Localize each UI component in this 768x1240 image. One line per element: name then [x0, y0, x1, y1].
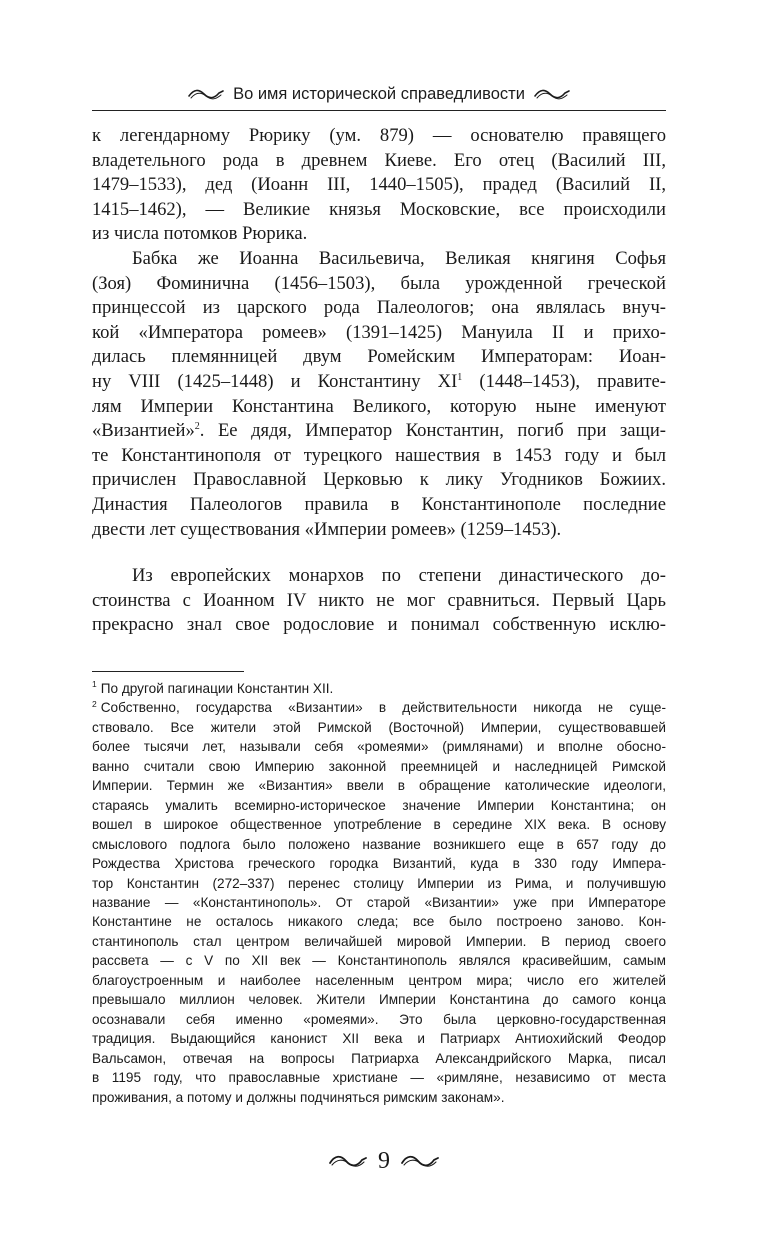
- footnote-line: Константине не осталось никакого следа; все было построено заново. Кон-: [92, 914, 666, 930]
- text-line: причислен Православной Церковью к лику Угодников Божиих.: [92, 469, 666, 491]
- footnote-rule: [92, 671, 244, 672]
- footnote-text: По другой пагинации Константин XII.: [100, 681, 334, 696]
- text-line: Династия Палеологов правила в Константинополе последние: [92, 493, 666, 515]
- text-line: кой «Императора ромеев» (1391–1425) Мануила II и прихо-: [92, 321, 666, 343]
- main-text: [92, 124, 666, 638]
- text-line: владетельного рода в древнем Киеве. Его отец (Василий III,: [92, 149, 666, 171]
- footnote-line: традиция. Выдающийся канонист XII века и Патриарх Антиохийский Феодор: [92, 1031, 666, 1047]
- footnote-line: Вальсамон, отвечая на вопросы Патриарха Александрийского Марка, писал: [92, 1050, 666, 1066]
- page-number: 9: [378, 1147, 390, 1174]
- footnote-line: название — «Константинополь». От старой «Византии» уже при Императоре: [92, 894, 666, 910]
- footnote-mark: 2: [92, 698, 97, 709]
- text-line: Бабка же Иоанна Васильевича, Великая княгиня Софья: [132, 247, 666, 269]
- swash-ornament-right-icon: [400, 1153, 440, 1169]
- text-line: лям Империи Константина Великого, которую ныне именуют: [92, 395, 666, 417]
- footnote-line: [92, 698, 666, 717]
- text-line: прекрасно знал свое родословие и понимал собственную исклю-: [92, 614, 666, 636]
- header-title: Во имя исторической справедливости: [233, 84, 525, 103]
- text-line: те Константинополя от турецкого нашествия в 1453 году и был: [92, 444, 666, 466]
- footnote-2: [92, 698, 666, 1107]
- footnote-line: тор Константин (272–337) перенес столицу Империи из Рима, и получившую: [92, 875, 666, 891]
- footnote-line: Империи. Термин же «Византия» ввели в обращение католические идеологи,: [92, 778, 666, 794]
- footnote-line: более тысячи лет, называли себя «ромеями» (римлянами) и вполне обосно-: [92, 739, 666, 755]
- text-line: [92, 370, 666, 395]
- header-rule: [92, 110, 666, 111]
- footnote-1: [92, 679, 666, 698]
- footnote-line: осознавали себя именно «ромеями». Это была церковно-государственная: [92, 1011, 666, 1027]
- footnote-text: Собственно, государства «Византии» в действительности никогда не суще-: [100, 700, 666, 716]
- text-line: дилась племянницей двум Ромейским Императорам: Иоан-: [92, 346, 666, 368]
- footnote-line: ванно считали свою Империю законной преемницей и наследницей Римской: [92, 758, 666, 774]
- footnote-line: благоустроенным и наиболее населенным центром мира; число его жителей: [92, 972, 666, 988]
- footnote-line: рассвета — с V по XII век — Константинополь являлся красивейшим, самым: [92, 953, 666, 969]
- text-line: принцессой из царского рода Палеологов; она являлась внуч-: [92, 297, 666, 319]
- text-line: 1479–1533), дед (Иоанн III, 1440–1505), прадед (Василий II,: [92, 174, 666, 196]
- swash-ornament-left-icon: [187, 87, 225, 101]
- footnote-line: превышало миллион человек. Жители Империи Константина до самого конца: [92, 992, 666, 1008]
- swash-ornament-left-icon: [328, 1153, 368, 1169]
- footnote-line: [92, 679, 666, 698]
- text-line: стоинства с Иоанном IV никто не мог сравниться. Первый Царь: [92, 589, 666, 611]
- text-line: к легендарному Рюрику (ум. 879) — основателю правящего: [92, 125, 666, 146]
- footnote-line: стантинополь стал центром величайшей мировой Империи. В период своего: [92, 933, 666, 949]
- text-segment: «Византией»: [92, 420, 195, 442]
- paragraph-2: [92, 247, 666, 542]
- text-segment: . Ее дядя, Император Константин, погиб при защи-: [199, 420, 666, 442]
- text-line: (Зоя) Фоминична (1456–1503), была урожденной греческой: [92, 272, 666, 294]
- text-line: из числа потомков Рюрика.: [92, 223, 308, 245]
- footnote-line: Рождества Христова греческого городка Византий, куда в 330 году Импера-: [92, 856, 666, 872]
- text-line: двести лет существования «Империи ромеев» (1259–1453).: [92, 518, 562, 540]
- footnote-line: вошел в широкое общественное употребление в середине XIX века. В основу: [92, 817, 666, 833]
- footnote-line: стараясь умалить всемирно-историческое значение Империи Константина; он: [92, 797, 666, 813]
- running-header: [92, 80, 666, 108]
- text-line: [92, 419, 666, 444]
- footnote-line: проживания, а потому и должны подчиняться римским законам».: [92, 1089, 505, 1105]
- text-segment: ну VIII (1425–1448) и Константину XI: [92, 370, 458, 392]
- text-line: Из европейских монархов по степени династического до-: [132, 565, 666, 587]
- footnote-line: ствовало. Все жители этой Римской (Восточной) Империи, существовавшей: [92, 719, 666, 735]
- paragraph-gap: [92, 542, 666, 564]
- footnote-line: в 1195 году, что православные христиане — «римляне, независимо от места: [92, 1070, 666, 1086]
- swash-ornament-right-icon: [533, 87, 571, 101]
- footnote-ref-1[interactable]: 1: [457, 371, 463, 383]
- paragraph-3: [92, 564, 666, 638]
- footnote-ref-2[interactable]: 2: [194, 420, 200, 432]
- text-line: 1415–1462), — Великие князья Московские, все происходили: [92, 198, 666, 220]
- footnotes: [92, 679, 666, 1107]
- paragraph-1: [92, 124, 666, 247]
- page-folio: [0, 1146, 768, 1176]
- text-segment: (1448–1453), правите-: [462, 370, 666, 392]
- footnote-line: смыслового подлога было положено название возникшего еще в 657 году до: [92, 836, 666, 852]
- footnote-mark: 1: [92, 679, 97, 690]
